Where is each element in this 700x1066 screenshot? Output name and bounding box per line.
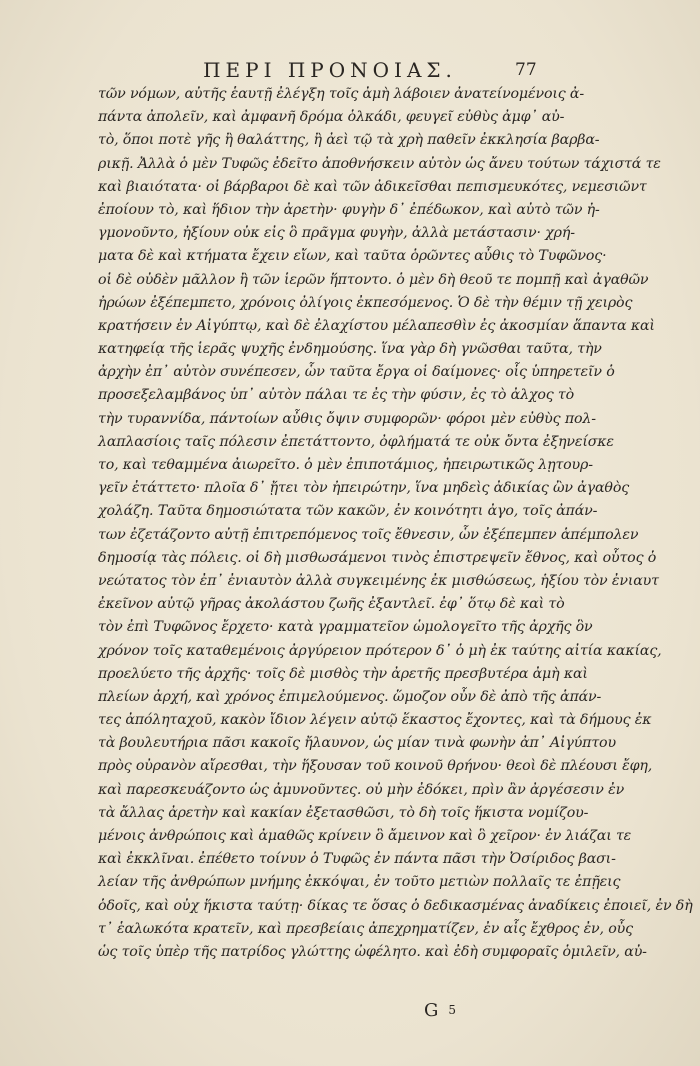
text-line: ρικῇ. Ἀλλὰ ὁ μὲν Τυφῶς ἐδεῖτο ἀποθνήσκειν αὐτὸν ὡς ἄνευ τούτων τάχιστά τε xyxy=(98,155,661,172)
text-line: γμονοῦντο, ἠξίουν οὐκ εἰς ὃ πρᾶγμα φυγὴν, ἀλλὰ μετάστασιν· χρή- xyxy=(98,225,575,242)
text-line: μένοις ἀνθρώποις καὶ ἀμαθῶς κρίνειν ὃ ἄμεινον καὶ ὃ χεῖρον· ἐν λιάζαι τε xyxy=(98,828,632,844)
signature-letter: G xyxy=(424,1000,439,1021)
text-line: οἱ δὲ οὐδὲν μᾶλλον ἢ τῶν ἱερῶν ἥπτοντο. ὁ μὲν δὴ θεοῦ τε πομπῇ καὶ ἀγαθῶν xyxy=(98,271,649,288)
text-line: ἐποίουν τὸ, καὶ ἥδιον τὴν ἀρετὴν· φυγὴν δ᾽ ἐπέδωκον, καὶ αὐτὸ τῶν ἠ- xyxy=(98,201,600,218)
text-line: ἐκεῖνον αὐτῷ γῆρας ἀκολάστου ζωῆς ἐξαντλεῖ. ἐφ᾽ ὅτῳ δὲ καὶ τὸ xyxy=(98,596,565,613)
text-line: λαπλασίοις ταῖς πόλεσιν ἐπετάττοντο, ὀφλήματά τε οὐκ ὄντα ἐξηνείσκε xyxy=(98,433,614,450)
text-line: των ἐζετάζοντο αὐτῇ ἐπιτρεπόμενος τοῖς ἔθνεσιν, ὧν ἐξέπεμπεν ἁπέμπολεν xyxy=(98,526,639,543)
signature-mark xyxy=(424,1000,456,1021)
text-line: τ᾽ ἑαλωκότα κρατεῖν, καὶ πρεσβείαις ἀπεχρηματίζεν, ἐν αἷς ἔχθρος ἐν, οὖς xyxy=(98,920,633,937)
running-title: ΠΕΡΙ ΠΡΟΝΟΙΑΣ. xyxy=(203,58,457,82)
signature-number: 5 xyxy=(448,1003,457,1017)
page-number: 77 xyxy=(515,60,537,80)
text-line: ὡς τοῖς ὑπὲρ τῆς πατρίδος γλώττης ὠφέλητο. καὶ ἐδὴ συμφοραῖς ὁμιλεῖν, αὐ- xyxy=(98,943,647,960)
text-line: δημοσίᾳ τὰς πόλεις. οἱ δὴ μισθωσάμενοι τινὸς ἐπιστρεψεῖν ἔθνος, καὶ οὗτος ὁ xyxy=(98,549,657,566)
text-line: χολάζη. Ταῦτα δημοσιώτατα τῶν κακῶν, ἐν κοινότητι ἀγο, τοῖς ἀπάν- xyxy=(98,503,598,520)
text-line: νεώτατος τὸν ἐπ᾽ ἐνιαυτὸν ἀλλὰ συγκειμένης ἐκ μισθώσεως, ἡξίου τὸν ἐνιαυτ xyxy=(98,572,659,589)
text-line: τὰ βουλευτήρια πᾶσι κακοῖς ἤλαυνον, ὡς μίαν τινὰ φωνὴν ἀπ᾽ Αἰγύπτου xyxy=(98,735,616,752)
text-line: τῶν νόμων, αὐτῆς ἑαυτῇ ἐλέγξη τοῖς ἀμὴ λάβοιεν ἀνατείνομένοις ἀ- xyxy=(98,86,584,102)
text-line: προσεξελαμβάνος ὑπ᾽ αὐτὸν πάλαι τε ἐς τὴν φύσιν, ἐς τὸ ἀλχος τὸ xyxy=(98,387,575,404)
text-line: πλείων ἀρχή, καὶ χρόνος ἐπιμελούμενος. ὥμοζον οὖν δὲ ἀπὸ τῆς ἁπάν- xyxy=(98,688,602,705)
text-line: καὶ βιαιότατα· οἱ βάρβαροι δὲ καὶ τῶν ἀδικεῖσθαι πεπισμευκότες, νεμεσιῶντ xyxy=(98,178,647,195)
text-line: τὸν ἐπὶ Τυφῶνος ἔρχετο· κατὰ γραμματεῖον ὡμολογεῖτο τῆς ἀρχῆς ὃν xyxy=(98,619,593,636)
text-line: τὰ ἄλλας ἀρετὴν καὶ κακίαν ἐξετασθῶσι, τὸ δὴ τοῖς ἥκιστα νομίζου- xyxy=(98,804,589,821)
text-line: καὶ ἐκκλῖναι. ἐπέθετο τοίνυν ὁ Τυφῶς ἐν πάντα πᾶσι τὴν Ὀσίριδος βασι- xyxy=(98,851,616,868)
text-line: ἠρώων ἐξέπεμπετο, χρόνοις ὀλίγοις ἐκπεσόμενος. Ὁ δὲ τὴν θέμιν τῇ χειρὸς xyxy=(98,294,633,311)
text-line: κρατήσειν ἐν Αἰγύπτῳ, καὶ δὲ ἐλαχίστου μέλαπεσθὶν ἐς ἀκοσμίαν ἅπαντα καὶ xyxy=(98,317,655,334)
text-line: γεῖν ἐτάττετο· πλοῖα δ᾽ ᾔτει τὸν ἠπειρώτην, ἵνα μηδεὶς ἀδικίας ὢν ἀγαθὸς xyxy=(98,480,630,497)
text-line: κατηφείᾳ τῆς ἱερᾶς ψυχῆς ἐνδημούσης. ἵνα γὰρ δὴ γνῶσθαι ταῦτα, τὴν xyxy=(98,341,602,358)
text-line: χρόνον τοῖς καταθεμένοις ἀργύρειον πρότερον δ᾽ ὁ μὴ ἐκ ταύτης αἰτία κακίας, xyxy=(98,642,662,659)
text-line: ματα δὲ καὶ κτήματα ἔχειν εἴων, καὶ ταῦτα ὁρῶντες αὖθις τὸ Τυφῶνος· xyxy=(98,248,607,265)
text-line: πάντα ἀπολεῖν, καὶ ἀμφανῆ δρόμα ὁλκάδι, φευγεῖ εὐθὺς ἀμφ᾽ αὐ- xyxy=(98,109,565,126)
text-line: ἀρχὴν ἐπ᾽ αὐτὸν συνέπεσεν, ὧν ταῦτα ἔργα οἱ δαίμονες· οἷς ὑπηρετεῖν ὁ xyxy=(98,364,615,381)
text-line: προελύετο τῆς ἀρχῆς· τοῖς δὲ μισθὸς τὴν ἀρετῆς πρεσβυτέρα ἀμὴ καὶ xyxy=(98,665,588,682)
text-line: τες ἀπόληταχοῦ, κακὸν ἴδιον λέγειν αὐτῷ ἕκαστος ἔχοντες, καὶ τὰ δήμους ἐκ xyxy=(98,712,652,729)
text-line: πρὸς οὐρανὸν αἴρεσθαι, τὴν ἥξουσαν τοῦ κοινοῦ θρήνου· θεοὶ δὲ πλέουσι ἔφη, xyxy=(98,758,653,775)
text-line: ὁδοῖς, καὶ οὐχ ἥκιστα ταύτῃ· δίκας τε ὅσας ὁ δεδικασμένας ἀναδίκεις ἐποιεῖ, ἐν δὴ xyxy=(98,897,693,914)
body-text xyxy=(98,83,693,964)
text-line: το, καὶ τεθαμμένα ἀιωρεῖτο. ὁ μὲν ἐπιποτάμιος, ἠπειρωτικῶς λῃτουρ- xyxy=(98,457,593,473)
text-line: τὴν τυραννίδα, πάντοίων αὖθις ὄψιν συμφορῶν· φόροι μὲν εὐθὺς πολ- xyxy=(98,410,596,427)
text-line: λείαν τῆς ἀνθρώπων μνήμης ἐκκόψαι, ἐν τοῦτο μετιὼν πολλαῖς τε ἐπῇεις xyxy=(98,874,621,891)
text-line: καὶ παρεσκευάζοντο ὡς ἀμυνοῦντες. οὐ μὴν ἐδόκει, πρὶν ἂν ἀργέσεσιν ἐν xyxy=(98,781,625,798)
text-line: τὸ, ὅποι ποτὲ γῆς ἢ θαλάττης, ἢ ἀεὶ τῷ τὰ χρὴ παθεῖν ἐκκλησία βαρβα- xyxy=(98,132,600,149)
